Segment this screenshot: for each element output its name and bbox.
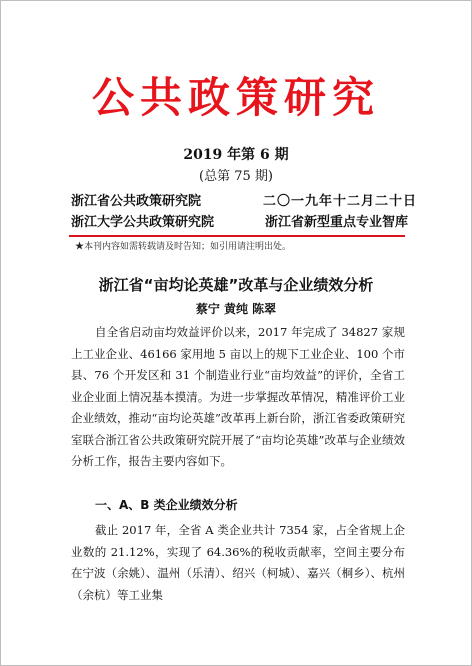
- article-authors: 蔡宁 黄纯 陈翠: [195, 302, 277, 316]
- copyright-notice: ★本刊内容如需转载请及时告知；如引用请注明出处。: [75, 242, 292, 252]
- masthead-title: 公共政策研究: [91, 73, 380, 122]
- think-tank-label: 浙江省新型重点专业智库: [265, 215, 409, 230]
- issue-total: (总第 75 期): [199, 169, 273, 184]
- section-heading: 一、A、B 类企业绩效分析: [95, 498, 238, 512]
- publication-date: 二〇一九年十二月二十日: [263, 194, 418, 209]
- article-title: 浙江省“亩均论英雄”改革与企业绩效分析: [98, 276, 374, 294]
- publisher-provincial-institute: 浙江省公共政策研究院: [71, 194, 202, 209]
- masthead-divider: [69, 235, 405, 237]
- issue-number: 2019 年第 6 期: [183, 147, 289, 163]
- publisher-university-institute: 浙江大学公共政策研究院: [71, 215, 215, 230]
- body-paragraph: 截止 2017 年，全省 A 类企业共计 7354 家，占全省规上企业数的 21.12%，实现了 64.36%的税收贡献率，空间主要分布在宁波（余姚）、温州（乐清）、绍兴（柯城）、嘉兴（桐乡）、杭州（余杭）等工业集: [71, 523, 405, 602]
- body-paragraph: 自全省启动亩均效益评价以来，2017 年完成了 34827 家规上工业企业、46166 家用地 5 亩以上的规下工业企业、100 个市县、76 个开发区和 31 个制造业行业“亩均效益”的评价，全省工业企业面上情况基本摸清。为进一步掌握改革情况，精准评价工业企业绩效，推动“亩均论英雄”改革再上新台阶，浙江省委政策研究室联合浙江省公共政策研究院开展了“亩均论英雄”改革与企业绩效分析工作，报告主要内容如下。: [71, 325, 405, 468]
